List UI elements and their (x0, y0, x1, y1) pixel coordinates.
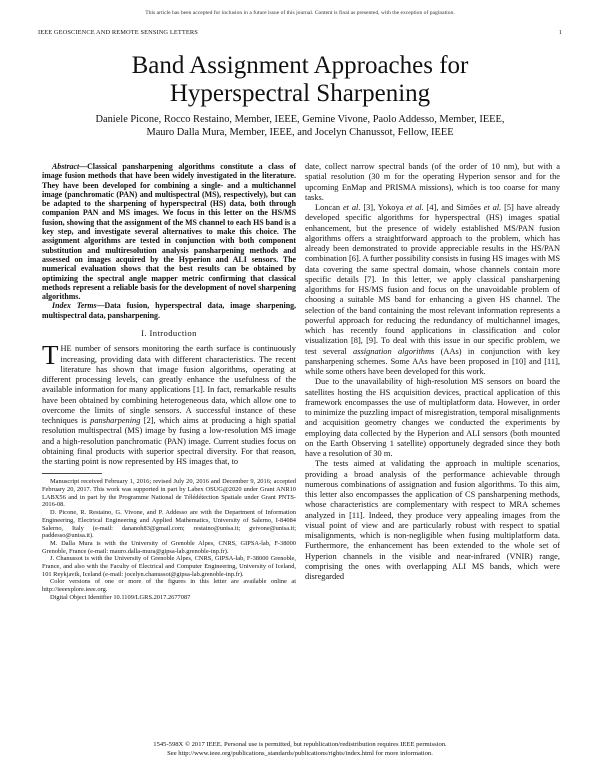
abstract-text: —Classical pansharpening algorithms constitute a class of image fusion methods that have been widely investigated in the literature. They have been developed for combining a single- and a multichannel image (panchromatic (PAN) and multispectral (MS), respectively), but can be adapted to the sharpening of hyperspectral (HS) data, both through companion PAN and MS images. We focus in this letter on the HS/MS fusion, showing that the assignment of the MS channel to each HS band is a key step, and investigate several alternatives to make this choice. The assignment algorithms are tested in conjunction with both component substitution and multiresolution analysis pansharpening methods and assessed on images acquired by the Hyperion and ALI sensors. The numerical evaluation shows that the best results can be obtained by optimizing the spectral angle mapper metric confirming that classical methods represent a reliable basis for the development of novel sharpening algorithms. (42, 162, 296, 302)
footnote-manuscript: Manuscript received February 1, 2016; revised July 20, 2016 and December 9, 2016; accepted February 20, 2017. This work was supported in part by Labex OSUG@2020 under Grant ANR10 LABX56 and in part by the Programme National de Télédétection Spatiale under Grant PNTS-2016-08. (42, 478, 296, 509)
et-al: et al. (483, 203, 502, 212)
footnote-color-versions: Color versions of one or more of the figures in this letter are available online at http://ieeexplore.ieee.org. (42, 578, 296, 594)
title-line-2: Hyperspectral Sharpening (169, 80, 431, 107)
abstract-label: Abstract (52, 162, 80, 171)
authors-line-2: Mauro Dalla Mura, Member, IEEE, and Jocelyn Chanussot, Fellow, IEEE (146, 126, 454, 138)
right-paragraph-2 (305, 203, 560, 377)
index-terms-label: Index Terms (52, 301, 97, 311)
citation-text: Loncan (315, 203, 343, 212)
copyright-line-2: See http://www.ieee.org/publications_standards/publications/rights/index.html for more information. (167, 749, 433, 757)
et-al: et al. (342, 203, 361, 212)
intro-text-end: [2], which aims at producing a high spatial resolution multispectral (MS) image by fusing a low-resolution MS image and a high-resolution panchromatic (PAN) image. Current studies focus on obtaining final products with superior spectral diversity. For that reason, the starting point is now represented by HS images that, to (42, 416, 296, 467)
index-terms-text: —Data fusion, hyperspectral data, image sharpening, multispectral data, pansharpening. (42, 301, 296, 320)
intro-emphasis: pansharpening (90, 416, 141, 426)
paragraph-text: (AAs) in conjunction with key pansharpening schemes. Some AAs have been proposed in [10] and [11], while some others have been developed for this work. (305, 346, 560, 376)
et-al: et al. (406, 203, 424, 212)
drop-cap: T (42, 340, 59, 371)
section-heading-introduction: I. Introduction (141, 328, 197, 339)
right-paragraph-3: Due to the unavailability of high-resolution MS sensors on board the satellites hosting the HS acquisition devices, practical application of this framework encompasses the use of multiplatform data. However, in order to minimize the puzzling impact of misregistration, temporal misalignments and acquisition geometry changes we conducted the experiments by employing data collected by the Hyperion and ALI sensors (both mounted on the Earth Observing 1 satellite) opportunely degraded since they both have a resolution of 30 m. (305, 377, 560, 458)
intro-text-start: HE number of sensors monitoring the earth surface is continuously increasing, providing data with different characteristics. The recent literature has shown that image fusion algorithms, operating at different processing levels, can greatly enhance the usefulness of the available information for many applications [1]. In fact, remarkable results have been obtained by combining heterogeneous data, which allow one to overcome the limits of single sensors. A successful instance of these techniques is (42, 344, 296, 426)
right-paragraph-1: date, collect narrow spectral bands (of the order of 10 nm), but with a spatial resolution (30 m for the operating Hyperion sensor and for the upcoming EnMap and PRISMA missions), which is too coarse for many tasks. (305, 162, 560, 202)
title-line-1: Band Assignment Approaches for (131, 52, 469, 79)
copyright-notice (0, 741, 600, 758)
index-terms (42, 301, 296, 320)
acceptance-note: This article has been accepted for inclusion in a future issue of this journal. Content is final as presented, with the exception of pagination. (145, 10, 455, 16)
footnote-affiliation-salerno: D. Picone, R. Restaino, G. Vivone, and P. Addesso are with the Department of Information Engineering, Electrical Engineering and Applied Mathematics, University of Salerno, I-84084 Salerno, Italy (e-mail: dananoh83@gmail.com; restaino@unisa.it; gvivone@unisa.it; paddesso@unisa.it). (42, 509, 296, 540)
author-list (40, 114, 560, 139)
copyright-line-1: 1545-598X © 2017 IEEE. Personal use is permitted, but republication/redistribution requires IEEE permission. (153, 741, 447, 748)
right-column (305, 162, 560, 582)
left-column (42, 162, 296, 602)
citation-text: [4], and Simões (423, 203, 484, 212)
authors-line-1: Daniele Picone, Rocco Restaino, Member, IEEE, Gemine Vivone, Paolo Addesso, Member, IEEE, (95, 114, 505, 125)
footnote-affiliation-dalla-mura: M. Dalla Mura is with the University of Grenoble Alpes, CNRS, GIPSA-lab, F-38000 Grenoble, France (e-mail: mauro.dalla-mura@gipsa-lab.grenoble-inp.fr). (42, 539, 296, 555)
abstract (42, 162, 296, 301)
footnote-affiliation-chanussot: J. Chanussot is with the University of Grenoble Alpes, CNRS, GIPSA-lab, F-38000 Grenoble, France, and also with the Faculty of Electrical and Computer Engineering, University of Iceland, 101 Reykjavik, Iceland (e-mail: jocelyn.chanussot@gipsa-lab.grenoble-inp.fr). (42, 555, 296, 578)
footnotes (42, 478, 296, 601)
emphasis-term: assignation algorithms (353, 346, 435, 356)
right-paragraph-4: The tests aimed at validating the approach in multiple scenarios, providing a broad analysis of the performance achievable through numerous combinations of assignation and fusion algorithms. To this aim, this letter also encompasses the application of CS pansharpening methods, whose characteristics are complementary with respect to MRA schemes analyzed in [11]. Indeed, they produce very appealing images from the visual point of view and are particularly robust with respect to spatial misalignments, which is non-negligible when fusing multiplatform data. Furthermore, the enhancement has been extended to the whole set of Hyperion channels in the visible and near-infrared (VNIR) range, comprising the ones with overlapping ALI MS bands, which were disregarded (305, 459, 560, 581)
paragraph-text: [5] have already developed specific algorithms for hyperspectral (HS) images spatial enhancement, but the presence of widely established MS/PAN fusion algorithms offers a straightforward approach to the problem, which has already been demonstrated to provide appreciable results in the HS/PAN combination [6]. A further possibility consists in fusing HS images with MS data covering the same spectral domain, whose channels contain more specific details [7]. In this letter, we apply classical pansharpening algorithms for HS/MS fusion and focus on the unavoidable problem of choosing a suitable MS band for enhancing a given HS channel. The selection of the band containing the most relevant information represents a powerful approach for reducing the redundancy of multichannel images, which has recently found applications in classification and color visualization [8], [9]. To deal with this issue in our specific problem, we test several (305, 203, 560, 356)
footnote-doi: Digital Object Identifier 10.1109/LGRS.2017.2677087 (50, 593, 191, 601)
page-number: 1 (558, 29, 562, 36)
intro-paragraph (42, 340, 296, 467)
paper-title (0, 52, 600, 108)
running-head (38, 29, 562, 36)
footnote-rule (42, 473, 102, 474)
citation-text: [3], Yokoya (360, 203, 407, 212)
journal-name: IEEE GEOSCIENCE AND REMOTE SENSING LETTERS (38, 29, 198, 36)
